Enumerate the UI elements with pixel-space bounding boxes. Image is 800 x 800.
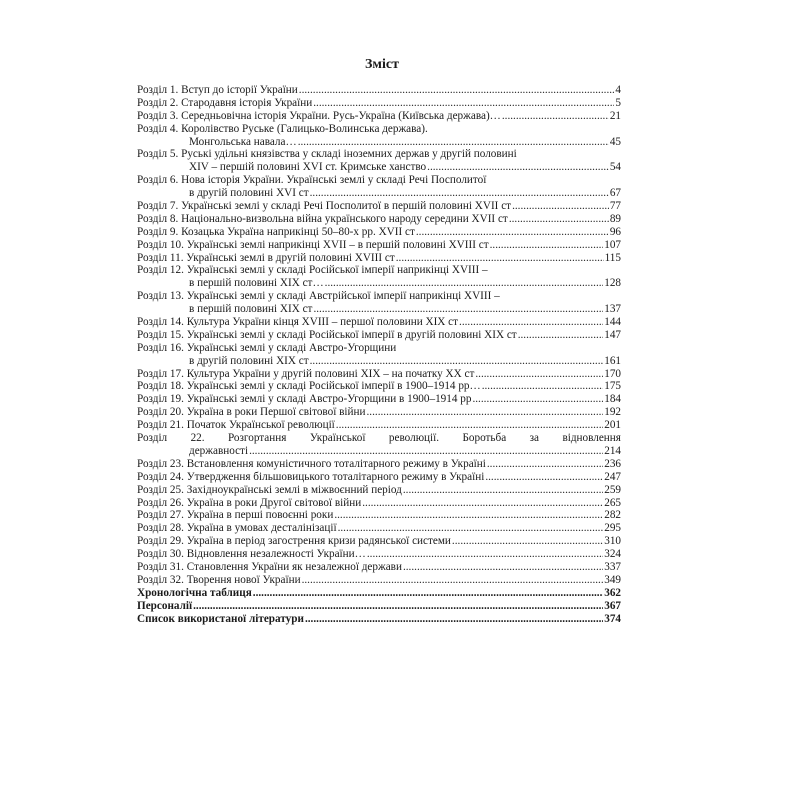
toc-entry-title-line: Розділ 7. Українські землі у складі Речі Посполитої в першій половині XVII ст	[137, 200, 512, 213]
toc-page-number: 170	[604, 367, 621, 380]
toc-entry-title-line: Розділ 30. Відновлення незалежності України…	[137, 548, 366, 561]
toc-entry-title-line: Розділ 10. Українські землі наприкінці XVII – в першій половині XVIII ст	[137, 238, 489, 251]
toc-entry-title-line: Розділ 14. Культура України кінця XVIII – першої половини XIX ст	[137, 316, 459, 329]
dot-leader	[367, 406, 604, 419]
dot-leader	[403, 561, 603, 574]
toc-entry-title-line: Розділ 32. Творення нової України	[137, 573, 301, 586]
toc-page-number: 310	[604, 535, 621, 548]
toc-entry	[137, 226, 621, 239]
dot-leader	[427, 161, 609, 174]
dot-leader	[487, 458, 603, 471]
toc-entry	[137, 342, 621, 368]
toc-page-number: 214	[604, 444, 621, 457]
toc-entry-title-line: Розділ 23. Встановлення комуністичного тоталітарного режиму в Україні	[137, 457, 486, 470]
toc-entry	[137, 600, 621, 613]
toc-page-number: 295	[604, 522, 621, 535]
toc-page-number: 259	[604, 483, 621, 496]
toc-entry-title-line: Розділ 17. Культура України у другій половині XIX – на початку XX ст	[137, 367, 475, 380]
toc-entry-title-line: державності	[189, 444, 249, 457]
toc-entry	[137, 97, 621, 110]
toc-entry	[137, 613, 621, 626]
dot-leader	[325, 277, 604, 290]
toc-page-number: 137	[604, 303, 621, 316]
toc-entry-title-line: Розділ 11. Українські землі в другій половині XVIII ст	[137, 251, 395, 264]
dot-leader	[490, 239, 604, 252]
toc-entry-title-line: Розділ 18. Українські землі у складі Російської імперії в 1900–1914 рр…	[137, 380, 481, 393]
toc-page-number: 184	[604, 393, 621, 406]
toc-page-number: 236	[604, 457, 621, 470]
toc-page-number: 324	[604, 548, 621, 561]
toc-entry	[137, 458, 621, 471]
toc-word: революції.	[388, 432, 440, 445]
toc-word: Боротьба	[462, 432, 507, 445]
toc-word: відновлення	[562, 432, 621, 445]
toc-entry-title-line: Розділ 31. Становлення України як незалежної держави	[137, 560, 402, 573]
dot-leader	[459, 316, 603, 329]
toc-page-number: 107	[604, 238, 621, 251]
toc-entry-title-line: в другій половині XVI ст	[189, 187, 309, 200]
dot-leader	[299, 84, 615, 97]
toc-entry	[137, 406, 621, 419]
toc-word: Української	[309, 432, 366, 445]
toc-word: Розгортання	[227, 432, 287, 445]
toc-entry-title-line: Розділ 4. Королівство Руське (Галицько-Волинська держава).	[137, 122, 428, 135]
dot-leader	[253, 587, 603, 600]
toc-entry	[137, 509, 621, 522]
toc-entry	[137, 471, 621, 484]
dot-leader	[512, 200, 609, 213]
dot-leader	[305, 613, 603, 626]
toc-entry	[137, 200, 621, 213]
toc-entry	[137, 290, 621, 316]
toc-page-number: 362	[604, 586, 621, 599]
toc-entry	[137, 393, 621, 406]
toc-entry-title-line: Розділ 13. Українські землі у складі Австрійської імперії наприкінці XVIII –	[137, 290, 500, 303]
dot-leader	[475, 368, 603, 381]
page-title: Зміст	[365, 57, 399, 72]
toc-entry	[137, 368, 621, 381]
toc-entry-title-line: Розділ 26. Україна в роки Другої світової війни	[137, 496, 362, 509]
dot-leader	[336, 419, 603, 432]
toc-entry-title-line: в другій половині XIX ст	[189, 354, 309, 367]
toc-entry-title-line: Розділ 28. Україна в умовах десталінізації	[137, 522, 337, 535]
dot-leader	[416, 226, 609, 239]
toc-entry	[137, 239, 621, 252]
dot-leader	[313, 97, 614, 110]
toc-page-number: 282	[604, 509, 621, 522]
toc-entry-title-line: Список використаної літератури	[137, 612, 304, 625]
dot-leader	[485, 471, 603, 484]
toc-page-number: 21	[609, 109, 621, 122]
toc-entry	[137, 419, 621, 432]
toc-entry-title-line: Розділ 21. Початок Української революції	[137, 419, 335, 432]
toc-page-number: 147	[604, 328, 621, 341]
toc-page-number: 161	[604, 354, 621, 367]
toc-page-number: 4	[615, 84, 621, 96]
toc-entry	[137, 329, 621, 342]
toc-entry	[137, 561, 621, 574]
toc-page-number: 77	[609, 200, 621, 213]
toc-entry-title-line: в першій половині XIX ст…	[189, 277, 324, 290]
dot-leader	[310, 355, 604, 368]
toc-entry	[137, 380, 621, 393]
toc-entry	[137, 497, 621, 510]
dot-leader	[452, 535, 603, 548]
toc-page-number: 247	[604, 470, 621, 483]
toc-entry	[137, 535, 621, 548]
toc-entry-title-line: Розділ 19. Українські землі у складі Австро-Угорщини в 1900–1914 рр	[137, 393, 472, 406]
toc-page-number: 349	[604, 573, 621, 586]
toc-entry	[137, 123, 621, 149]
dot-leader	[367, 548, 603, 561]
dot-leader	[482, 380, 604, 393]
toc-page-number: 115	[604, 251, 621, 264]
toc-word: за	[529, 432, 540, 445]
toc-entry-title-line: Розділ 12. Українські землі у складі Російської імперії наприкінці XVIII –	[137, 264, 488, 277]
toc-entry-title-line: Розділ 25. Західноукраїнські землі в міжвоєнний період	[137, 483, 402, 496]
dot-leader	[298, 136, 609, 149]
dot-leader	[310, 187, 609, 200]
toc-page-number: 201	[604, 419, 621, 432]
toc-entry	[137, 252, 621, 265]
dot-leader	[472, 393, 603, 406]
toc-entry-title-line: Розділ 5. Руські удільні князівства у складі іноземних держав у другій половині	[137, 148, 517, 161]
toc-word: Розділ	[137, 432, 168, 445]
toc-page-number: 144	[604, 316, 621, 329]
toc-page-number: 374	[604, 612, 621, 625]
toc-entry	[137, 316, 621, 329]
toc-entry	[137, 432, 621, 458]
toc-page-number: 128	[604, 277, 621, 290]
toc-entry	[137, 522, 621, 535]
toc-entry-title-line	[137, 432, 621, 445]
dot-leader	[249, 445, 603, 458]
toc-entry	[137, 148, 621, 174]
toc-entry	[137, 484, 621, 497]
dot-leader	[302, 574, 604, 587]
toc-list	[137, 84, 621, 625]
toc-page-number: 337	[604, 560, 621, 573]
toc-entry-title-line: Розділ 6. Нова історія України. Українські землі у складі Речі Посполитої	[137, 174, 487, 187]
toc-page-number: 89	[609, 212, 621, 225]
toc-entry-title-line: Розділ 20. Україна в роки Першої світової війни	[137, 406, 366, 419]
toc-entry	[137, 587, 621, 600]
toc-page-number: 54	[609, 161, 621, 174]
dot-leader	[502, 110, 609, 123]
dot-leader	[334, 509, 603, 522]
toc-entry-title-line: Розділ 15. Українські землі у складі Російської імперії в другій половині XIX ст	[137, 328, 517, 341]
toc-entry-title-line: Розділ 3. Середньовічна історія України. Русь-Україна (Київська держава)…	[137, 109, 501, 122]
dot-leader	[338, 522, 604, 535]
toc-entry-title-line: Розділ 27. Україна в перші повоєнні роки	[137, 509, 334, 522]
dot-leader	[193, 600, 603, 613]
toc-page-number: 45	[609, 135, 621, 148]
toc-page-number: 96	[609, 225, 621, 238]
toc-entry-title-line: XIV – першій половині XVI ст. Кримське ханство	[189, 161, 427, 174]
toc-entry	[137, 84, 621, 97]
toc-entry-title-line: Розділ 24. Утвердження більшовицького тоталітарного режиму в Україні	[137, 470, 485, 483]
toc-entry	[137, 213, 621, 226]
toc-entry	[137, 548, 621, 561]
dot-leader	[403, 484, 603, 497]
toc-entry-title-line: Розділ 9. Козацька Україна наприкінці 50–80-х рр. XVII ст	[137, 225, 415, 238]
toc-page-number: 367	[604, 599, 621, 612]
toc-page-number: 5	[615, 96, 621, 109]
toc-entry	[137, 174, 621, 200]
toc-page-number: 67	[609, 187, 621, 200]
toc-page-number: 192	[604, 406, 621, 419]
dot-leader	[313, 303, 603, 316]
toc-entry-title-line: Розділ 1. Вступ до історії України	[137, 84, 298, 96]
toc-entry-title-line: Монгольська навала…	[189, 135, 297, 148]
dot-leader	[362, 497, 603, 510]
toc-entry-title-line: Розділ 8. Національно-визвольна війна українського народу середини XVII ст	[137, 212, 508, 225]
toc-entry	[137, 574, 621, 587]
toc-entry-title-line: Хронологічна таблиця	[137, 586, 252, 599]
toc-page-number: 175	[604, 380, 621, 393]
toc-page-number: 265	[604, 496, 621, 509]
dot-leader	[396, 252, 604, 265]
toc-entry	[137, 110, 621, 123]
dot-leader	[509, 213, 609, 226]
toc-entry-title-line: в першій половині XIX ст	[189, 303, 313, 316]
toc-entry-title-line: Розділ 29. Україна в період загострення кризи радянської системи	[137, 535, 451, 548]
toc-entry-title-line: Розділ 16. Українські землі у складі Австро-Угорщини	[137, 341, 397, 354]
toc-entry-title-line: Персоналії	[137, 599, 193, 612]
toc-entry-title-line: Розділ 2. Стародавня історія України	[137, 96, 313, 109]
toc-entry	[137, 264, 621, 290]
dot-leader	[518, 329, 604, 342]
table-of-contents	[137, 56, 621, 625]
toc-word: 22.	[190, 432, 205, 445]
